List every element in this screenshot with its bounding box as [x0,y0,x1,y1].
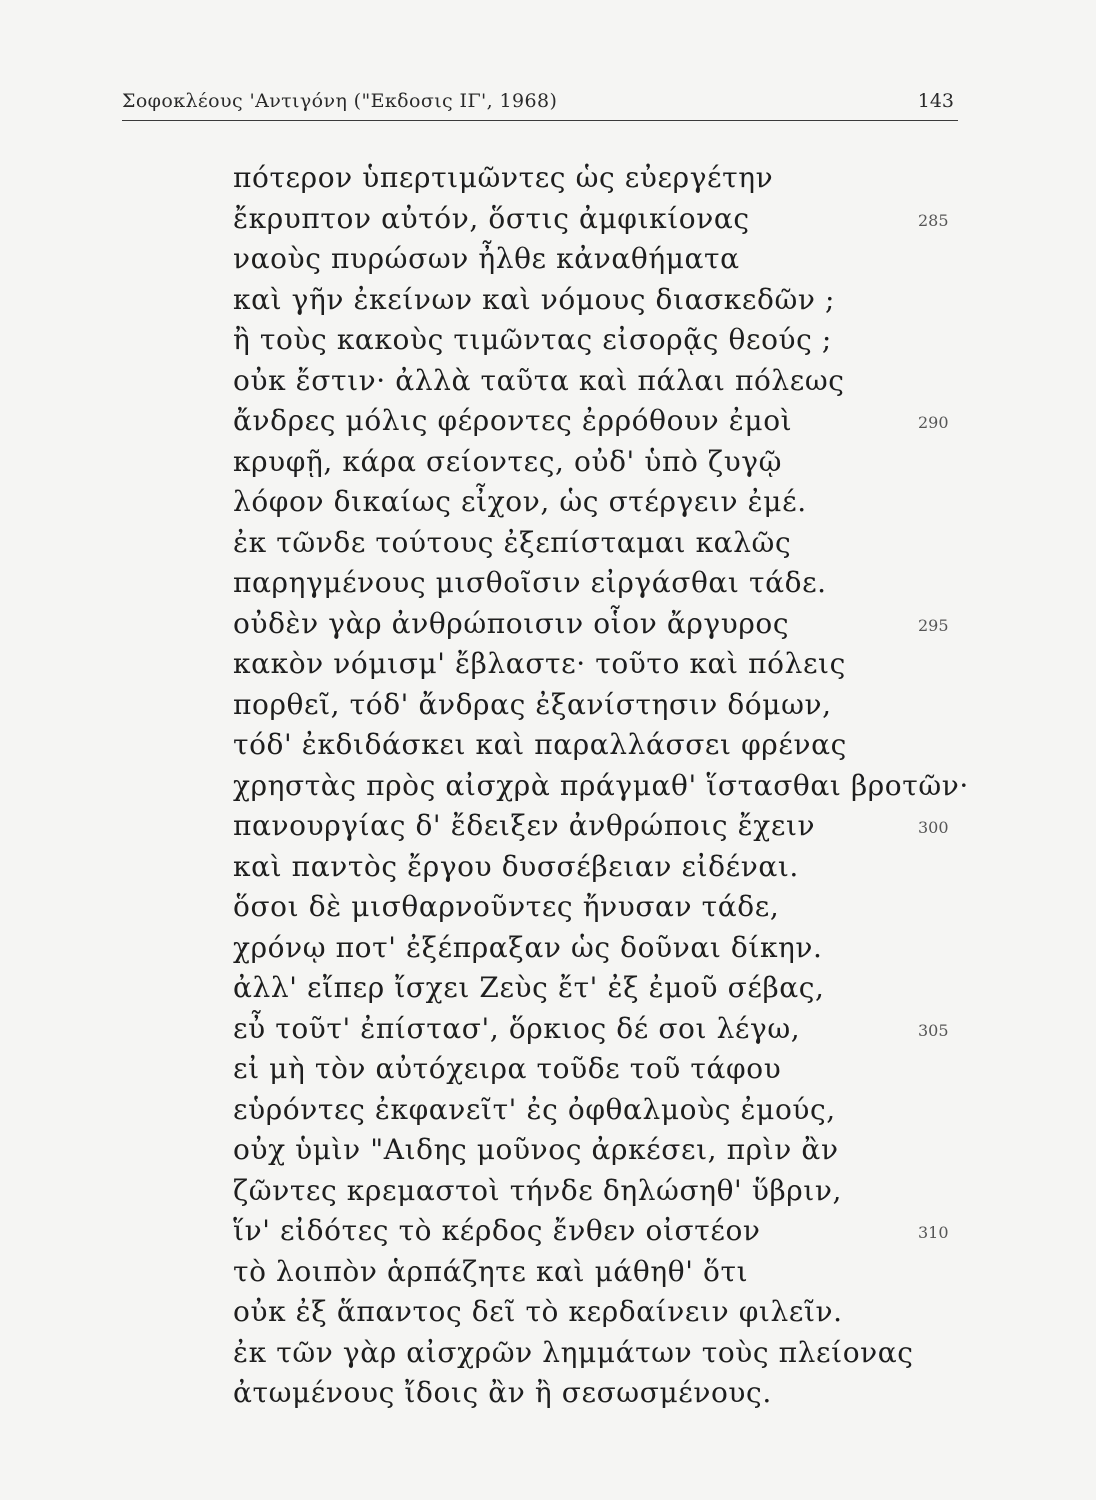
verse-line: τὸ λοιπὸν ἁρπάζητε καὶ μάθηθ' ὅτι [233,1254,749,1288]
line-number: 310 [918,1223,949,1242]
verse-line: ζῶντες κρεμαστοὶ τήνδε δηλώσηθ' ὕβριν, [233,1173,842,1207]
line-number: 305 [918,1020,949,1040]
verse-line: εἰ μὴ τὸν αὐτόχειρα τοῦδε τοῦ τάφου [233,1052,782,1085]
verse-line: πανουργίας δ' ἔδειξεν ἀνθρώποις ἔχειν [233,809,816,842]
verse-line: πότερον ὑπερτιμῶντες ὡς εὐεργέτην [233,161,774,194]
verse-line: εὑρόντες ἐκφανεῖτ' ἐς ὀφθαλμοὺς ἐμούς, [233,1092,836,1126]
verse-line: χρηστὰς πρὸς αἰσχρὰ πράγμαθ' ἵστασθαι βροτῶν· [233,768,969,802]
verse-line: κρυφῇ, κάρα σείοντες, οὐδ' ὑπὸ ζυγῷ [233,444,783,478]
verse-line: ναοὺς πυρώσων ἦλθε κἀναθήματα [233,242,740,275]
verse-line: ἢ τοὺς κακοὺς τιμῶντας εἰσορᾷς θεούς ; [233,323,832,356]
verse-line: οὐδὲν γὰρ ἀνθρώποισιν οἷον ἄργυρος [233,606,790,640]
verse-line: ἐκ τῶνδε τούτους ἐξεπίσταμαι καλῶς [233,525,792,559]
verse-line: καὶ γῆν ἐκείνων καὶ νόμους διασκεδῶν ; [233,282,836,316]
verse-line: ἀλλ' εἴπερ ἴσχει Ζεὺς ἔτ' ἐξ ἐμοῦ σέβας, [233,971,825,1004]
line-number: 300 [918,818,949,837]
line-number: 295 [918,615,949,635]
verse-line: κακὸν νόμισμ' ἔβλαστε· τοῦτο καὶ πόλεις [233,647,846,680]
verse-line: ὅσοι δὲ μισθαρνοῦντες ἤνυσαν τάδε, [233,890,780,923]
verse-line: λόφον δικαίως εἶχον, ὡς στέργειν ἐμέ. [233,485,807,518]
verse-line: ἐκ τῶν γὰρ αἰσχρῶν λημμάτων τοὺς πλείονας [233,1335,914,1369]
verse-line: ἵν' εἰδότες τὸ κέρδος ἔνθεν οἰστέον [233,1214,761,1247]
verse-line: πορθεῖ, τόδ' ἄνδρας ἐξανίστησιν δόμων, [233,687,832,721]
verse-line: τόδ' ἐκδιδάσκει καὶ παραλλάσσει φρένας [233,728,847,761]
line-number: 290 [918,413,949,432]
line-number: 285 [918,210,949,230]
verse-line: χρόνῳ ποτ' ἐξέπραξαν ὡς δοῦναι δίκην. [233,930,823,964]
page-number: 143 [917,90,954,112]
verse-line: παρηγμένους μισθοῖσιν εἰργάσθαι τάδε. [233,566,827,599]
verse-line: ἄνδρες μόλις φέροντες ἐρρόθουν ἐμοὶ [233,404,793,437]
verse-line: οὐκ ἔστιν· ἀλλὰ ταῦτα καὶ πάλαι πόλεως [233,363,845,397]
verse-line: καὶ παντὸς ἔργου δυσσέβειαν εἰδέναι. [233,849,799,883]
verse-line: ἀτωμένους ἴδοις ἂν ἢ σεσωσμένους. [233,1376,772,1409]
verse-line: οὐκ ἐξ ἅπαντος δεῖ τὸ κερδαίνειν φιλεῖν. [233,1295,843,1328]
verse-line: εὖ τοῦτ' ἐπίστασ', ὅρκιος δέ σοι λέγω, [233,1011,801,1045]
verse-line: οὐχ ὑμὶν "Αιδης μοῦνος ἀρκέσει, πρὶν ἂν [233,1133,839,1166]
verse-line: ἔκρυπτον αὐτόν, ὅστις ἀμφικίονας [233,201,750,235]
header-title: Σοφοκλέους 'Αντιγόνη ("Εκδοσις ΙΓ', 1968) [122,90,558,112]
